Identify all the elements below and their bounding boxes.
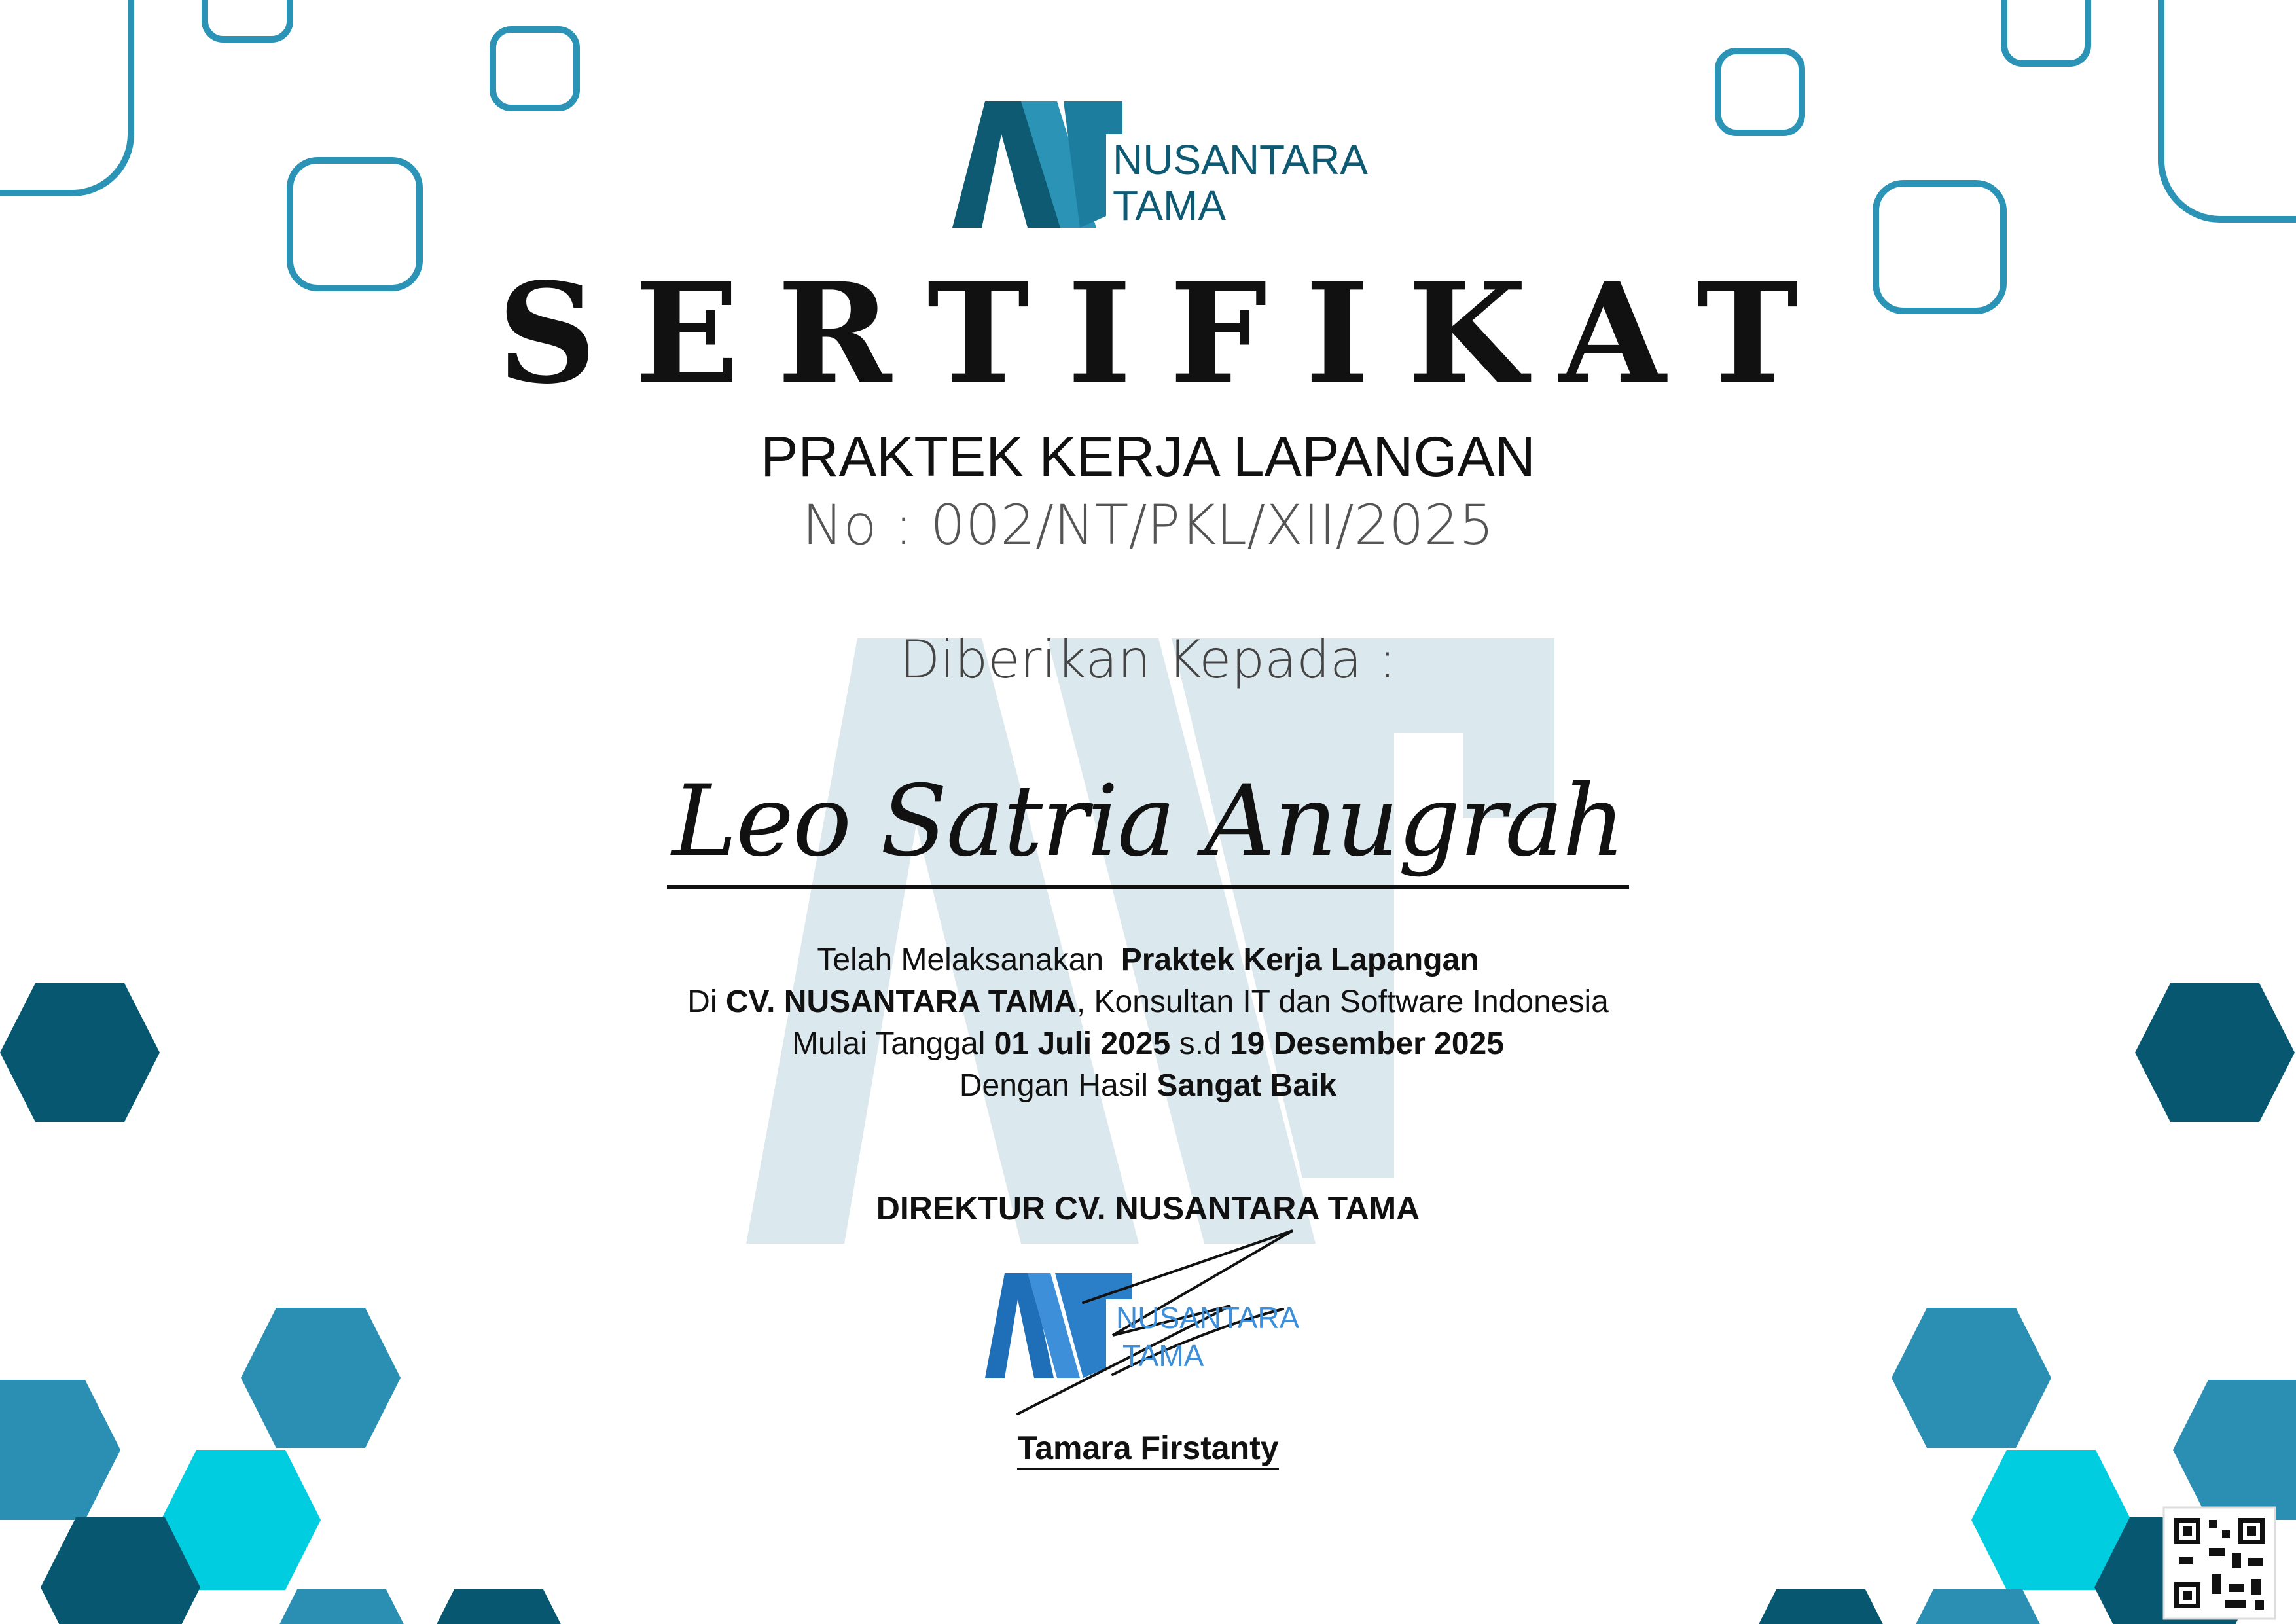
rounded-square: [205, 0, 290, 39]
hexagon: [1741, 1589, 1901, 1624]
rounded-squares-left: [0, 0, 577, 288]
body-line-2: [0, 981, 2296, 1023]
given-to-label: Diberikan Kepada :: [899, 629, 1397, 690]
qr-module: [2209, 1548, 2225, 1556]
qr-module: [2212, 1574, 2221, 1594]
hexagon: [241, 1308, 401, 1448]
certificate-title: SERTIFIKAT: [497, 253, 1837, 414]
stamp-logo-mark: [985, 1273, 1132, 1378]
qr-module: [2251, 1579, 2261, 1595]
body-line-1-text: Telah Melaksanakan: [817, 943, 1104, 977]
certificate-subtitle: PRAKTEK KERJA LAPANGAN: [761, 425, 1535, 488]
rounded-square: [2004, 0, 2088, 63]
recipient-name: Leo Satria Anugrah: [667, 765, 1630, 889]
certificate-number: No : 002/NT/PKL/XII/2025: [802, 493, 1494, 557]
qr-code-icon: [2164, 1507, 2275, 1619]
result-grade: Sangat Baik: [1157, 1068, 1337, 1103]
signer-name: Tamara Firstanty: [1017, 1430, 1278, 1470]
qr-module: [2225, 1600, 2246, 1608]
company-logo-mark: [952, 101, 1122, 228]
qr-module: [2179, 1557, 2193, 1564]
rounded-square: [2161, 0, 2296, 219]
certificate-body: [0, 939, 2296, 1107]
qr-finder-core: [2247, 1526, 2256, 1536]
signer-name-block: [0, 1429, 2296, 1467]
stamp-name-line2: TAMA: [1122, 1339, 1204, 1373]
qr-module: [2229, 1584, 2244, 1592]
hexagon: [262, 1589, 422, 1624]
start-date: 01 Juli 2025: [994, 1026, 1171, 1061]
body-line-2-post: , Konsultan IT dan Software Indonesia: [1076, 984, 1609, 1019]
rounded-square: [1718, 51, 1802, 133]
qr-module: [2255, 1600, 2264, 1610]
qr-module: [2209, 1520, 2217, 1528]
qr-finder-core: [2183, 1526, 2192, 1536]
hexagon: [1892, 1308, 2051, 1448]
qr-finder-core: [2183, 1591, 2192, 1600]
body-line-2-bold: CV. NUSANTARA TAMA: [725, 984, 1077, 1019]
body-line-1-bold: Praktek Kerja Lapangan: [1121, 943, 1479, 977]
company-name-line2: TAMA: [1113, 182, 1227, 229]
stamp-name-line1: NUSANTARA: [1116, 1301, 1300, 1335]
body-line-3-text: Mulai Tanggal: [792, 1026, 986, 1061]
director-title: DIREKTUR CV. NUSANTARA TAMA: [876, 1190, 1420, 1227]
qr-module: [2222, 1530, 2230, 1538]
qr-module: [2248, 1558, 2263, 1566]
body-line-3: [0, 1023, 2296, 1065]
company-name-line1: NUSANTARA: [1113, 136, 1368, 183]
body-line-2-text: Di: [687, 984, 717, 1019]
body-line-3-mid: s.d: [1179, 1026, 1221, 1061]
hexagon: [1898, 1589, 2058, 1624]
rounded-square: [493, 29, 577, 108]
body-line-4: [0, 1065, 2296, 1107]
rounded-square: [0, 0, 131, 193]
hexagon: [419, 1589, 579, 1624]
body-line-1: [0, 939, 2296, 981]
end-date: 19 Desember 2025: [1229, 1026, 1504, 1061]
qr-module: [2232, 1553, 2241, 1568]
body-line-4-text: Dengan Hasil: [959, 1068, 1149, 1103]
recipient-name-block: [0, 765, 2296, 878]
